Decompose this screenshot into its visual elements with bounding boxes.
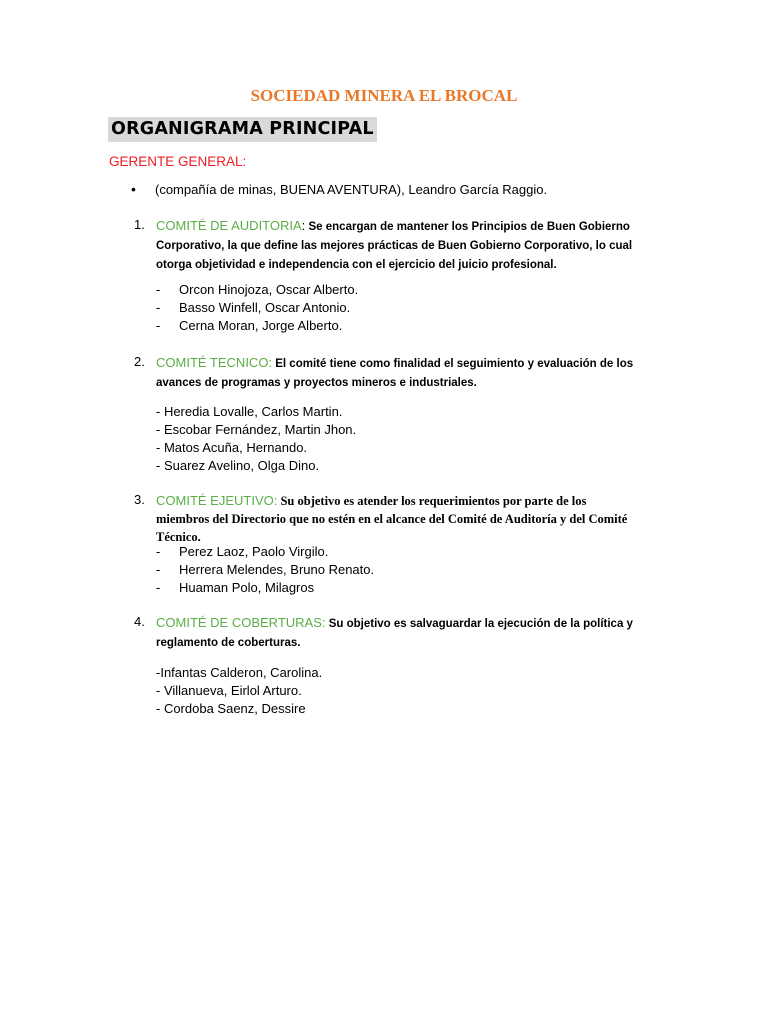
list-item: - Orcon Hinojoza, Oscar Alberto.: [156, 282, 359, 297]
committee-members-tecnico: [156, 403, 356, 475]
list-item: - Matos Acuña, Hernando.: [156, 440, 308, 455]
member-name: Orcon Hinojoza, Oscar Alberto.: [179, 282, 359, 297]
gerente-general-entry: [131, 181, 547, 197]
list-item: - Perez Laoz, Paolo Virgilo.: [156, 544, 329, 559]
committee-number: 4.: [134, 614, 145, 629]
committee-number: 2.: [134, 354, 145, 369]
committee-members-ejecutivo: [156, 543, 374, 597]
list-item: - Cordoba Saenz, Dessire: [156, 701, 306, 716]
committee-paragraph: [156, 217, 636, 274]
section-heading-organigrama: ORGANIGRAMA PRINCIPAL: [108, 117, 377, 142]
committee-description: Su objetivo es salvaguardar la ejecución de la política y reglamento de coberturas.: [156, 618, 633, 649]
list-item: - Cerna Moran, Jorge Alberto.: [156, 318, 343, 333]
committee-paragraph: [156, 492, 636, 546]
committee-paragraph: [156, 354, 636, 392]
committee-number: 1.: [134, 217, 145, 232]
list-item: - Escobar Fernández, Martin Jhon.: [156, 422, 357, 437]
list-item: - Villanueva, Eirlol Arturo.: [156, 683, 302, 698]
committee-description: Se encargan de mantener los Principios de Buen Gobierno Corporativo, la que define las mejores prácticas de Buen Gobierno Corporativo, lo cual otorga objetividad e independencia con el ejercicio del juicio profesional.: [156, 221, 633, 271]
committee-members-coberturas: [156, 664, 322, 718]
member-name: Perez Laoz, Paolo Virgilo.: [179, 544, 329, 559]
committee-description: El comité tiene como finalidad el seguimiento y evaluación de los avances de programas y proyectos mineros e industriales.: [156, 358, 634, 389]
committee-name: COMITÉ EJEUTIVO:: [156, 493, 278, 508]
bullet-icon: •: [131, 181, 136, 197]
member-name: Cerna Moran, Jorge Alberto.: [179, 318, 343, 333]
gerente-general-label: GERENTE GENERAL:: [109, 154, 247, 169]
member-name: Herrera Melendes, Bruno Renato.: [179, 562, 375, 577]
list-item: - Herrera Melendes, Bruno Renato.: [156, 562, 375, 577]
document-title: SOCIEDAD MINERA EL BROCAL: [250, 86, 518, 105]
committee-name: COMITÉ DE AUDITORIA: [156, 218, 302, 233]
member-name: Basso Winfell, Oscar Antonio.: [179, 300, 351, 315]
member-name: Huaman Polo, Milagros: [179, 580, 315, 595]
list-item: - Huaman Polo, Milagros: [156, 580, 315, 595]
list-item: -Infantas Calderon, Carolina.: [156, 665, 323, 680]
committee-name: COMITÉ DE COBERTURAS:: [156, 615, 326, 630]
committee-name: COMITÉ TECNICO:: [156, 355, 273, 370]
gerente-general-text: (compañía de minas, BUENA AVENTURA), Leandro García Raggio.: [155, 182, 548, 197]
list-item: - Basso Winfell, Oscar Antonio.: [156, 300, 351, 315]
committee-paragraph: [156, 614, 636, 652]
committee-separator: :: [301, 218, 306, 233]
list-item: - Heredia Lovalle, Carlos Martin.: [156, 404, 343, 419]
committee-number: 3.: [134, 492, 145, 507]
committee-members-auditoria: [156, 281, 358, 335]
list-item: - Suarez Avelino, Olga Dino.: [156, 458, 320, 473]
committee-description: Su objetivo es atender los requerimientos por parte de los miembros del Directorio que no estén en el alcance del Comité de Auditoría y del Comité Técnico.: [156, 494, 628, 544]
